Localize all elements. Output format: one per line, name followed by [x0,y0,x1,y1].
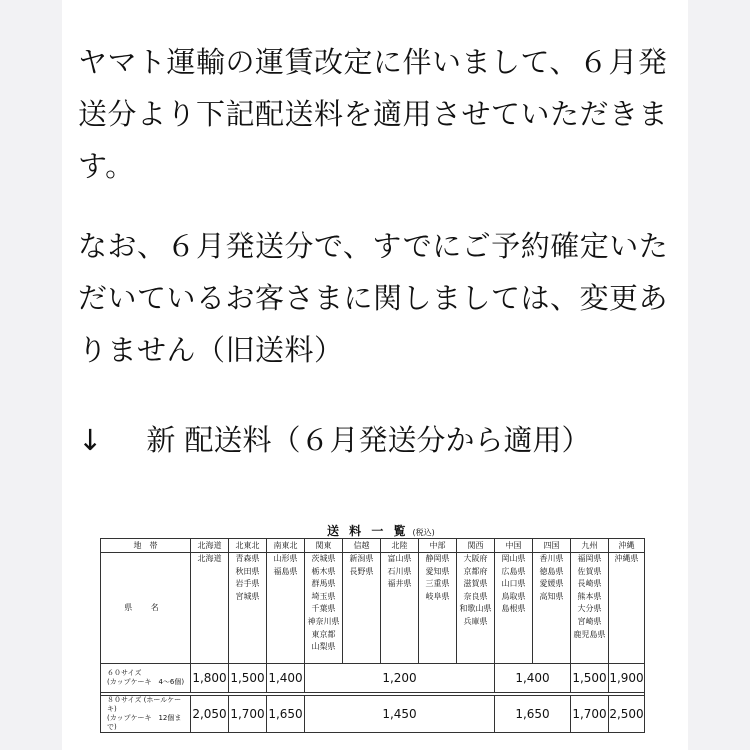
fee-hokkaido: 1,800 [191,664,229,693]
prefecture-list: 岡山県 広島県 山口県 鳥取県 島根県 [495,553,533,664]
prefecture-list: 新潟県 長野県 [343,553,381,664]
prefecture-list: 富山県 石川県 福井県 [381,553,419,664]
fee-okinawa: 2,500 [609,696,645,733]
region-cell: 関東 [305,539,343,553]
prefecture-label: 県 名 [101,553,191,664]
fee-kitatohoku: 1,700 [229,696,267,733]
prefecture-row [101,553,645,664]
prefecture-list: 福岡県 佐賀県 長崎県 熊本県 大分県 宮崎県 鹿児島県 [571,553,609,664]
region-cell: 中部 [419,539,457,553]
size-60-row [101,664,645,693]
new-fee-heading [78,414,591,466]
size-80-row [101,696,645,733]
fee-kanto-to-kansai: 1,200 [305,664,495,693]
prefecture-list: 山形県 福島県 [267,553,305,664]
region-header-row [101,539,645,553]
region-cell: 関西 [457,539,495,553]
region-cell: 九州 [571,539,609,553]
fee-hokkaido: 2,050 [191,696,229,733]
region-cell: 北陸 [381,539,419,553]
prefecture-list: 香川県 徳島県 愛媛県 高知県 [533,553,571,664]
fee-okinawa: 1,900 [609,664,645,693]
prefecture-list: 北海道 [191,553,229,664]
fee-kitatohoku: 1,500 [229,664,267,693]
notice-paragraph-1: ヤマト運輸の運賃改定に伴いまして、６月発送分より下記配送料を適用させていただきます。 [78,45,669,183]
fee-minamitohoku: 1,400 [267,664,305,693]
left-margin [0,0,62,750]
size-80-label: ８０サイズ (ホールケーキ) (カップケーキ 12個まで) [101,696,191,733]
size-60-label: ６０サイズ (カップケーキ 4～6個) [101,664,191,693]
region-cell: 中国 [495,539,533,553]
region-header-label: 地 帯 [101,539,191,553]
prefecture-list: 青森県 秋田県 岩手県 宮城県 [229,553,267,664]
fee-table-title: 送 料 一 覧 (税込) [327,524,435,538]
region-cell: 沖縄 [609,539,645,553]
new-fee-text: 新 配送料（６月発送分から適用） [146,423,591,457]
fee-kyushu: 1,700 [571,696,609,733]
fee-chugoku-shikoku: 1,650 [495,696,571,733]
document-page [62,0,688,750]
prefecture-list: 茨城県 栃木県 群馬県 埼玉県 千葉県 神奈川県 東京都 山梨県 [305,553,343,664]
shipping-fee-table [100,538,645,733]
notice-paragraph-2: なお、６月発送分で、すでにご予約確定いただいているお客さまに関しましては、変更ありません（旧送料） [78,229,669,367]
region-cell: 信越 [343,539,381,553]
prefecture-list: 沖縄県 [609,553,645,664]
fee-kanto-to-kansai: 1,450 [305,696,495,733]
prefecture-list: 大阪府 京都府 滋賀県 奈良県 和歌山県 兵庫県 [457,553,495,664]
right-margin [688,0,750,750]
region-cell: 南東北 [267,539,305,553]
region-cell: 北東北 [229,539,267,553]
fee-kyushu: 1,500 [571,664,609,693]
region-cell: 北海道 [191,539,229,553]
prefecture-list: 静岡県 愛知県 三重県 岐阜県 [419,553,457,664]
region-cell: 四国 [533,539,571,553]
fee-minamitohoku: 1,650 [267,696,305,733]
fee-chugoku-shikoku: 1,400 [495,664,571,693]
tax-note: (税込) [412,528,435,537]
down-arrow-icon: ↓ [78,423,103,457]
